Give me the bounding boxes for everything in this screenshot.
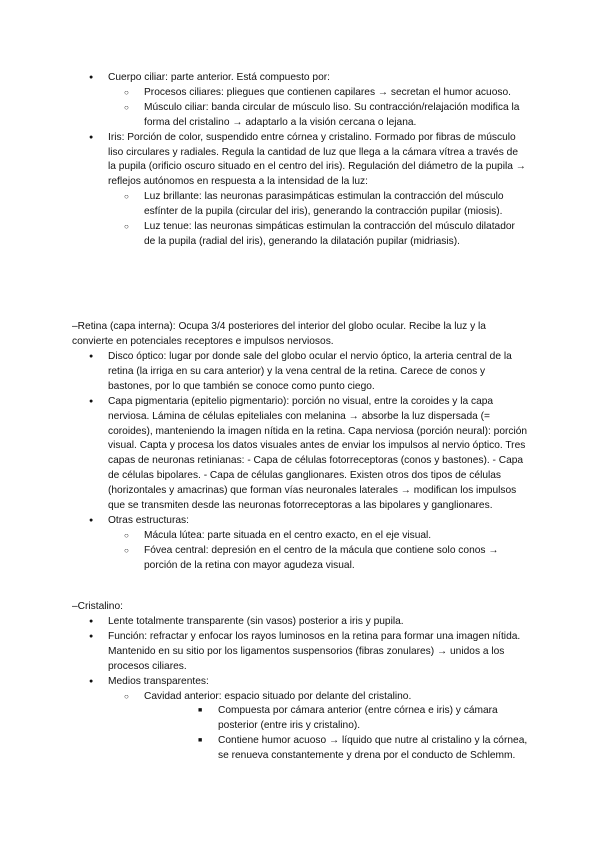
otras-estructuras-sublist — [108, 529, 528, 574]
cristalino-list — [0, 615, 600, 764]
list-item-musculo-ciliar: ○ Músculo ciliar: banda circular de músculo liso. Su contracción/relajación modifica la forma del cristalino → adaptarlo a la visión cercana o lejana. — [110, 101, 528, 131]
list-item-macula-lutea: ○ Mácula lútea: parte situada en el centro exacto, en el eje visual. — [110, 529, 528, 544]
cristalino-heading: –Cristalino: — [72, 601, 123, 612]
medios-transparentes-text: Medios transparentes: — [108, 675, 209, 687]
list-item-capa-pigmentaria: ● Capa pigmentaria (epitelio pigmentario): porción no visual, entre la coroides y la capa nerviosa. Lámina de células epiteliales con melanina → absorbe la luz dispersada (= coroides), manteniendo la imagen nítida en la retina. Capa nerviosa (porción neural): porción visual. Capta y procesa los datos visuales antes de enviar los impulsos al nervio óptico. Tres capas de neuronas retinianas: - Capa de células fotorreceptoras (conos y bastones). - Capa de células bipolares. - Capa de células ganglionares. Existen otros dos tipos de células (horizontales y amacrinas) que forman vías neuronales laterales → modifican los impulsos que se transmiten desde las neuronas fotorreceptoras a las bipolares y ganglionares. — [0, 395, 600, 514]
cuerpo-ciliar-sublist — [108, 86, 528, 131]
list-item-procesos-ciliares: ○ Procesos ciliares: pliegues que contienen capilares → secretan el humor acuoso. — [110, 86, 528, 101]
cavidad-anterior-text: Cavidad anterior: espacio situado por delante del cristalino. — [144, 690, 412, 702]
list-item-lente: ● Lente totalmente transparente (sin vasos) posterior a iris y pupila. — [0, 615, 600, 630]
list-item-funcion: ● Función: refractar y enfocar los rayos luminosos en la retina para formar una imagen nítida. Mantenido en su sitio por los ligamentos suspensorios (fibras zonulares) → unidos a los procesos ciliares. — [0, 630, 600, 675]
list-item-cuerpo-ciliar — [0, 71, 600, 131]
list-item-camaras: ■ Compuesta por cámara anterior (entre córnea e iris) y cámara posterior (entre iris y cristalino). — [184, 704, 528, 734]
list-item-luz-tenue: ○ Luz tenue: las neuronas simpáticas estimulan la contracción del músculo dilatador de la pupila (radial del iris), generando la dilatación pupilar (midriasis). — [110, 220, 528, 250]
cavidad-anterior-sublist — [144, 704, 528, 764]
list-item-medios-transparentes — [0, 675, 600, 764]
list-item-cavidad-anterior — [110, 690, 528, 765]
list-item-otras-estructuras — [0, 514, 600, 574]
otras-estructuras-text: Otras estructuras: — [108, 514, 189, 526]
list-item-luz-brillante: ○ Luz brillante: las neuronas parasimpáticas estimulan la contracción del músculo esfínter de la pupila (circular del iris), generando la contracción pupilar (miosis). — [110, 190, 528, 220]
list-item-humor-acuoso: ■ Contiene humor acuoso → líquido que nutre al cristalino y la córnea, se renueva constantemente y drena por el conducto de Schlemm. — [184, 734, 528, 764]
list-item-disco-optico: ● Disco óptico: lugar por donde sale del globo ocular el nervio óptico, la arteria central de la retina (la irriga en su cara anterior) y la vena central de la retina. Carece de conos y bastones, por lo que también se conoce como punto ciego. — [0, 350, 600, 395]
retina-list — [0, 350, 600, 574]
cuerpo-ciliar-text: Cuerpo ciliar: parte anterior. Está compuesto por: — [108, 72, 330, 83]
list-item-iris — [0, 131, 600, 250]
retina-heading: –Retina (capa interna): Ocupa 3/4 posteriores del interior del globo ocular. Recibe la luz y la convierte en potenciales receptores e impulsos nerviosos. — [72, 321, 486, 347]
iris-sublist — [108, 190, 528, 250]
medios-sublist — [108, 690, 528, 765]
list-item-fovea-central: ○ Fóvea central: depresión en el centro de la mácula que contiene solo conos → porción de la retina con mayor agudeza visual. — [110, 544, 528, 574]
eye-structures-list — [0, 71, 600, 250]
iris-text: Iris: Porción de color, suspendido entre córnea y cristalino. Formado por fibras de músculo liso circulares y radiales. Regula la cantidad de luz que llega a la cámara vítrea a través de la pupila (orificio oscuro situado en el centro del iris). Regulación del diámetro de la pupila → reflejos autónomos en respuesta a la intensidad de la luz: — [108, 131, 526, 188]
